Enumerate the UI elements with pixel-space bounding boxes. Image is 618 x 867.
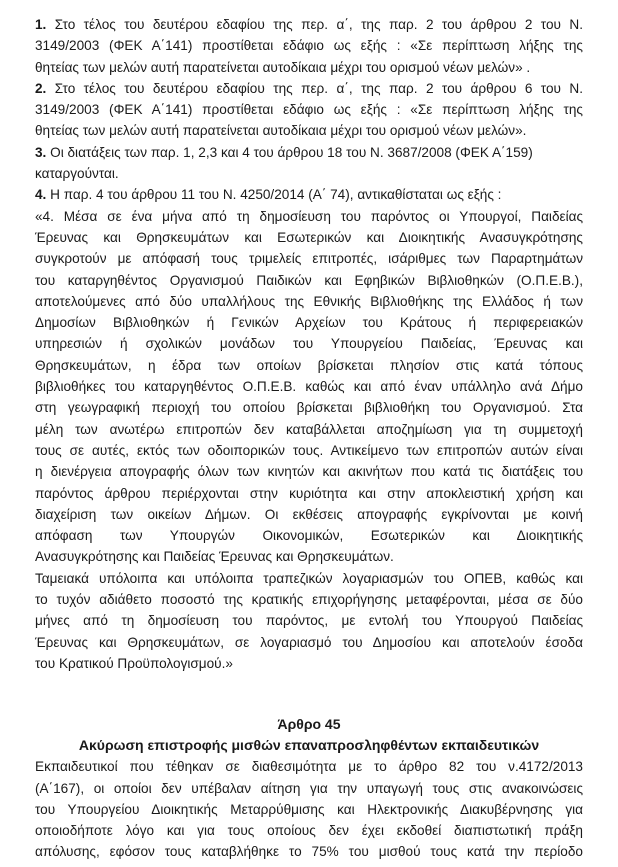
spacer — [35, 674, 583, 714]
paragraph-number: 1. — [35, 17, 47, 32]
text-line: του καταργηθέντος Οργανισμού Παιδικών και Εφηβικών Βιβλιοθηκών (Ο.Π.Ε.Β.), — [35, 272, 583, 288]
paragraph-1 — [35, 14, 583, 78]
text-line: η διενέργεια απογραφής όλων των κινητών και ακινήτων που κατά τις διατάξεις του — [35, 464, 583, 480]
text-line: τους σε αυτές, εκτός των οδοιπορικών τους. Αντικείμενο των επιτροπών αυτών είναι — [35, 442, 583, 458]
text-line: μέλη των ανωτέρω επιτροπών δεν καταβάλλεται αποζημίωση για τη συμμετοχή — [35, 421, 583, 437]
text-line: 3149/2003 (ΦΕΚ Α΄141) προστίθεται εδάφιο ως εξής : «Σε περίπτωση λήξης της — [35, 38, 583, 54]
text-line: οποιοδήποτε λόγο και για τους οποίους δεν έχει εκδοθεί διαπιστωτική πράξη — [35, 823, 583, 839]
paragraph-3 — [35, 142, 583, 185]
paragraph-2 — [35, 78, 583, 142]
article-number: Άρθρο 45 — [277, 716, 341, 733]
text-line: βιβλιοθήκες του καταργηθέντος Ο.Π.Ε.Β. καθώς και από έναν υπάλληλο ανά Δήμο — [35, 379, 583, 395]
text-line: Δημοσίων Βιβλιοθηκών ή Γενικών Αρχείων του Κράτους ή περιφερειακών — [35, 315, 583, 331]
text-line: (Α΄167), οι οποίοι δεν υπέβαλαν αίτηση για την υπαγωγή τους στις ανακοινώσεις — [35, 780, 583, 796]
text-line: θητείας των μελών αυτή παρατείνεται αυτοδίκαια μέχρι του ορισμού νέων μελών». — [35, 123, 527, 139]
text-line: 2. Στο τέλος του δευτέρου εδαφίου της περ. α΄, της παρ. 2 του άρθρου 6 του Ν. — [35, 80, 583, 96]
text-line: 1. Στο τέλος του δευτέρου εδαφίου της περ. α΄, της παρ. 2 του άρθρου 2 του Ν. — [35, 17, 583, 32]
text-line: 3. Οι διατάξεις των παρ. 1, 2,3 και 4 του άρθρου 18 του Ν. 3687/2008 (ΦΕΚ Α΄159) — [35, 144, 533, 160]
paragraph-4 — [35, 184, 583, 205]
text-line: θητείας των μελών αυτή παρατείνεται αυτοδίκαια μέχρι του ορισμού νέων μελών» . — [35, 59, 531, 75]
article-45 — [35, 714, 583, 862]
text-line: απόφαση των Υπουργών Οικονομικών, Εσωτερικών και Διοικητικής — [35, 528, 583, 544]
text-line: Ανασυγκρότησης και Παιδείας Έρευνας και Θρησκευμάτων. — [35, 549, 394, 565]
text-line: «4. Μέσα σε ένα μήνα από τη δημοσίευση του παρόντος οι Υπουργοί, Παιδείας — [35, 208, 583, 224]
text-line: παρόντος άρθρου περιέρχονται στην κυριότητα και στην αποκλειστική χρήση και — [35, 485, 583, 501]
text-line: του Υπουργείου Διοικητικής Μεταρρύθμισης και Ηλεκτρονικής Διακυβέρνησης για — [35, 801, 583, 817]
text-line: μήνες από τη δημοσίευση του παρόντος, με εντολή του Υπουργού Παιδείας — [35, 613, 583, 629]
quoted-block — [35, 206, 583, 675]
text-line: το τυχόν αδιάθετο ποσοστό της κρατικής επιχορήγησης μεταφέρονται, μέσα σε δύο — [35, 592, 583, 608]
text-line: 4. Η παρ. 4 του άρθρου 11 του Ν. 4250/2014 (Α΄ 74), αντικαθίσταται ως εξής : — [35, 187, 502, 203]
paragraph-number: 4. — [35, 187, 47, 203]
text-line: Έρευνας και Θρησκευμάτων και Εσωτερικών και Διοικητικής Ανασυγκρότησης — [35, 229, 583, 245]
text-line: αποτελούμενες από δύο υπαλλήλους της Εθνικής Βιβλιοθήκης της Ελλάδος ή των — [35, 293, 583, 309]
text-line: απόλυσης, εφόσον τους καταβλήθηκε το 75% του μισθού τους κατά την περίοδο — [35, 844, 583, 860]
text-line: του Κρατικού Προϋπολογισμού.» — [35, 655, 233, 671]
text-line: Ταμειακά υπόλοιπα και υπόλοιπα τραπεζικών λογαριασμών του ΟΠΕΒ, καθώς και — [35, 570, 583, 586]
text-line: στη γεωγραφική περιοχή του οποίου βρίσκεται βιβλιοθήκη του Οργανισμού. Στα — [35, 400, 583, 416]
article-title: Ακύρωση επιστροφής μισθών επαναπροσληφθέντων εκπαιδευτικών — [78, 737, 540, 754]
text-line: υπηρεσιών ή σχολικών μονάδων του Υπουργείου Παιδείας, Έρευνας και — [35, 336, 583, 352]
text-line: Έρευνας και Θρησκευμάτων, σε λογαριασμό του Δημοσίου και αποτελούν έσοδα — [35, 634, 583, 650]
paragraph-number: 2. — [35, 80, 47, 96]
text-line: Εκπαιδευτικοί που τέθηκαν σε διαθεσιμότητα με το άρθρο 82 του ν.4172/2013 — [35, 759, 583, 775]
document-page — [35, 14, 583, 863]
text-line: 3149/2003 (ΦΕΚ Α΄141) προστίθεται εδάφιο ως εξής : «Σε περίπτωση λήξης της — [35, 102, 583, 118]
text-line: συγκροτούν με απόφασή τους τριμελείς επιτροπές, ισάριθμες των Παραρτημάτων — [35, 251, 583, 267]
text-line: διαχείριση των οικείων Δήμων. Οι εκθέσεις απογραφής εγκρίνονται με κοινή — [35, 506, 583, 522]
paragraph-number: 3. — [35, 144, 47, 160]
text-line: καταργούνται. — [35, 166, 119, 182]
text-line: Θρησκευμάτων, η έδρα των οποίων βρίσκεται πλησίον στις κατά τόπους — [35, 357, 583, 373]
